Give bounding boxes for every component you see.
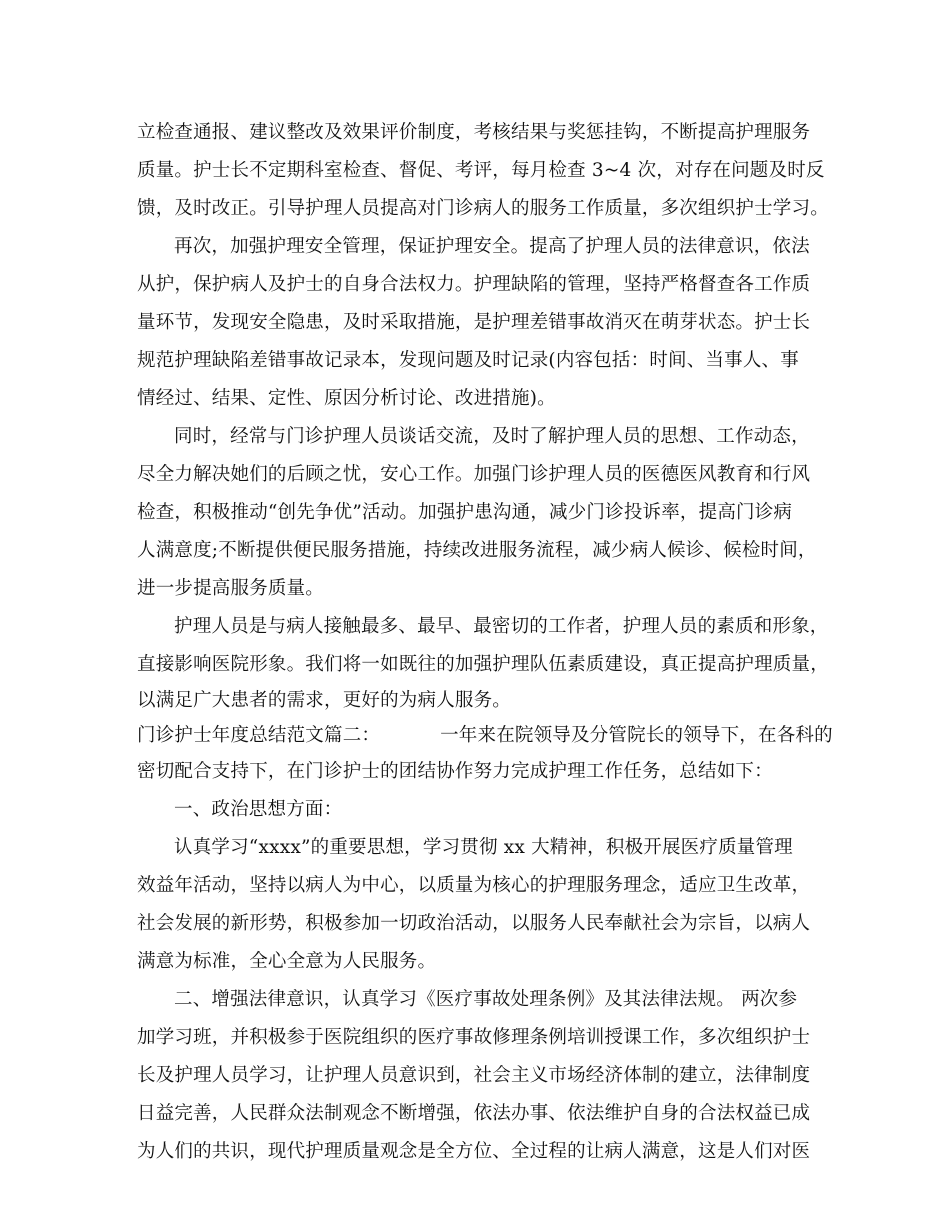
text-line: 质量。护士长不定期科室检查、督促、考评，每月检查 3~4 次，对存在问题及时反: [137, 160, 825, 181]
text-line: 为人们的共识，现代护理质量观念是全方位、全过程的让病人满意，这是人们对医: [137, 1141, 811, 1162]
paragraph-start: 同时，经常与门诊护理人员谈话交流，及时了解护理人员的思想、工作动态，: [174, 426, 810, 447]
text-line: 效益年活动，坚持以病人为中心，以质量为核心的护理服务理念，适应卫生改革，: [137, 875, 811, 896]
text-line: 量环节，发现安全隐患，及时采取措施，是护理差错事故消灭在萌芽状态。护士长: [137, 312, 811, 333]
text-line: 进一步提高服务质量。: [137, 578, 325, 599]
text-line: 人满意度;不断提供便民服务措施，持续改进服务流程，减少病人候诊、候检时间，: [137, 540, 817, 561]
text-line: 规范护理缺陷差错事故记录本，发现问题及时记录(内容包括：时间、当事人、事: [137, 350, 799, 371]
paragraph-start: 认真学习“xxxx”的重要思想，学习贯彻 xx 大精神，积极开展医疗质量管理: [174, 837, 793, 858]
body-text: [137, 114, 833, 1171]
section-intro: 一年来在院领导及分管院长的领导下，在各科的: [440, 724, 833, 746]
text-line: 满意为标准，全心全意为人民服务。: [137, 951, 437, 972]
text-line: 立检查通报、建议整改及效果评价制度，考核结果与奖惩挂钩，不断提高护理服务: [137, 122, 811, 143]
text-line: 日益完善，人民群众法制观念不断增强，依法办事、依法维护自身的合法权益已成: [137, 1103, 811, 1124]
paragraph-start: 护理人员是与病人接触最多、最早、最密切的工作者，护理人员的素质和形象，: [174, 616, 829, 637]
text-line: 以满足广大患者的需求，更好的为病人服务。: [137, 690, 512, 711]
text-line: 长及护理人员学习，让护理人员意识到，社会主义市场经济体制的建立，法律制度: [137, 1065, 811, 1086]
text-line: 直接影响医院形象。我们将一如既往的加强护理队伍素质建设，真正提高护理质量，: [137, 654, 829, 675]
section-heading-line: [137, 719, 833, 754]
text-line: 加学习班，并积极参于医院组织的医疗事故修理条例培训授课工作，多次组织护士: [137, 1027, 811, 1048]
text-line: 情经过、结果、定性、原因分析讨论、改进措施)。: [137, 388, 556, 409]
paragraph-start: 再次，加强护理安全管理，保证护理安全。提高了护理人员的法律意识，依法: [174, 236, 810, 257]
text-line: 从护，保护病人及护士的自身合法权力。护理缺陷的管理，坚持严格督查各工作质: [137, 274, 811, 295]
subheading: 一、政治思想方面：: [174, 799, 343, 820]
text-line: 尽全力解决她们的后顾之忧，安心工作。加强门诊护理人员的医德医风教育和行风: [137, 464, 811, 485]
paragraph-start: 二、增强法律意识，认真学习《医疗事故处理条例》及其法律法规。 两次参: [174, 989, 798, 1010]
section-heading: 门诊护士年度总结范文篇二：: [137, 724, 381, 746]
text-line: 检查，积极推动“创先争优”活动。加强护患沟通，减少门诊投诉率，提高门诊病: [137, 502, 793, 523]
text-line: 社会发展的新形势，积极参加一切政治活动，以服务人民奉献社会为宗旨，以病人: [137, 913, 811, 934]
text-line: 馈，及时改正。引导护理人员提高对门诊病人的服务工作质量，多次组织护士学习。: [137, 198, 829, 219]
text-line: 密切配合支持下，在门诊护士的团结协作努力完成护理工作任务，总结如下：: [137, 761, 773, 782]
